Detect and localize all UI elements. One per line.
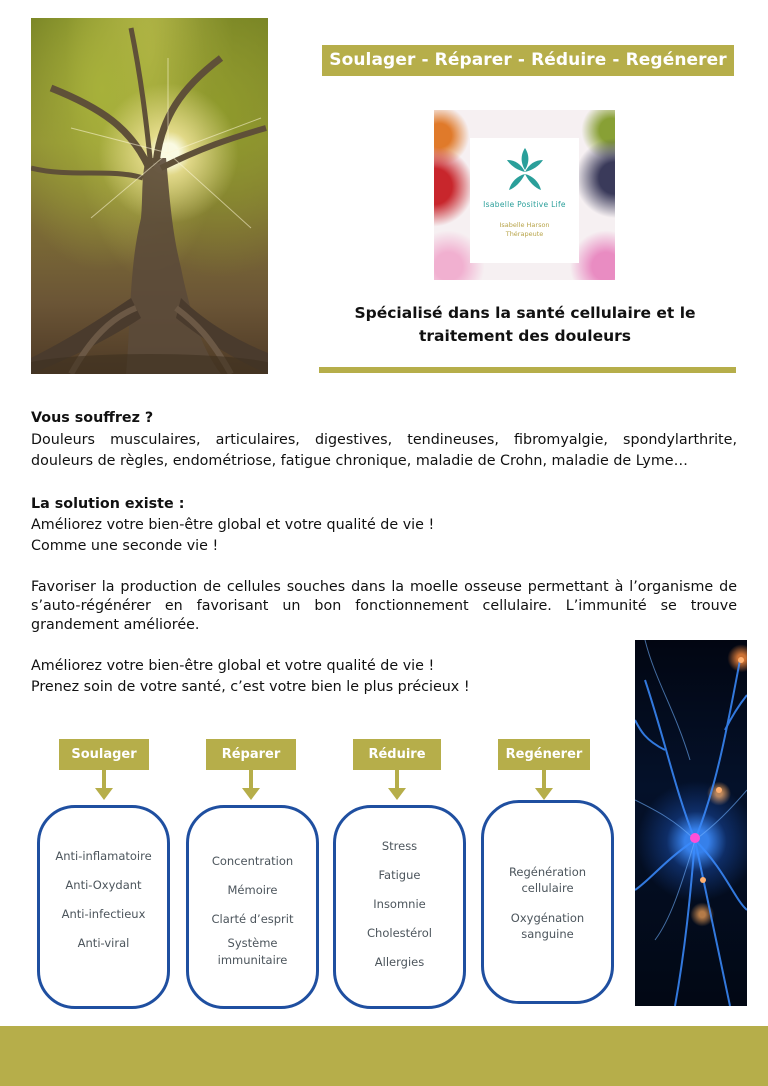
question-title: Vous souffrez ?: [31, 410, 154, 426]
logo-card: [470, 138, 579, 263]
arrow-down-icon: [95, 770, 113, 800]
benefit-item: immunitaire: [217, 953, 288, 967]
category-soulager-label: Soulager: [59, 739, 149, 770]
arrow-down-icon: [242, 770, 260, 800]
benefit-item: Oxygénation: [510, 911, 585, 925]
arrow-down-icon: [535, 770, 553, 800]
benefit-item: Anti-infectieux: [61, 907, 146, 921]
benefit-item: Allergies: [374, 955, 425, 969]
benefit-item: Anti-inflamatoire: [55, 849, 152, 863]
benefit-item: Cholestérol: [367, 926, 432, 940]
solution-title: La solution existe :: [31, 496, 185, 512]
flower-icon: [503, 148, 547, 194]
benefit-item: Anti-Oxydant: [65, 878, 142, 892]
category-soulager-card: [37, 805, 170, 1009]
closing-line-1: Améliorez votre bien-être global et votre qualité de vie !: [31, 658, 435, 674]
benefit-item: Insomnie: [373, 897, 426, 911]
stem-cell-paragraph: Favoriser la production de cellules souches dans la moelle osseuse permettant à l’organisme de s’auto-régénérer en favorisant un bon fonctionnement cellulaire. L’immunité se trouve grandement améliorée.: [31, 579, 737, 633]
category-reparer-card: [186, 805, 319, 1009]
benefit-item: Stress: [381, 839, 418, 853]
footer-band: [0, 1026, 768, 1086]
benefit-item: Regénération: [508, 865, 587, 879]
tagline-line-1: Spécialisé dans la santé cellulaire et le: [354, 304, 696, 322]
category-regenerer-card: [481, 800, 614, 1004]
symptoms-line-1: Douleurs musculaires, articulaires, digestives, tendineuses, fibromyalgie, spondylarthrite,: [31, 432, 737, 448]
benefit-item: Anti-viral: [77, 936, 130, 950]
benefit-item: Fatigue: [378, 868, 421, 882]
category-regenerer-label: Regénerer: [498, 739, 590, 770]
symptoms-line-2: douleurs de règles, endométriose, fatigue chronique, maladie de Crohn, maladie de Lyme…: [31, 453, 688, 469]
arrow-down-icon: [388, 770, 406, 800]
benefit-item: Mémoire: [227, 883, 278, 897]
benefit-item: Clarté d’esprit: [211, 912, 294, 926]
category-reduire-card: [333, 805, 466, 1009]
category-reduire-label: Réduire: [353, 739, 441, 770]
tagline-line-2: traitement des douleurs: [419, 327, 631, 345]
benefit-item: Système: [227, 936, 278, 950]
solution-line-1: Améliorez votre bien-être global et votre qualité de vie !: [31, 517, 435, 533]
neuron-image: [635, 640, 747, 1006]
logo-name: Isabelle Positive Life: [483, 200, 566, 209]
benefit-item: Concentration: [211, 854, 294, 868]
logo-therapist-name: Isabelle Harson: [499, 221, 550, 229]
category-reparer-label: Réparer: [206, 739, 296, 770]
tagline: [330, 302, 720, 348]
benefit-item: cellulaire: [521, 881, 574, 895]
benefit-item: sanguine: [521, 927, 574, 941]
closing-line-2: Prenez soin de votre santé, c’est votre bien le plus précieux !: [31, 679, 470, 695]
solution-line-2: Comme une seconde vie !: [31, 538, 219, 554]
divider: [319, 367, 736, 373]
brand-logo: [434, 110, 615, 280]
headline-banner: Soulager - Réparer - Réduire - Regénerer: [322, 45, 734, 76]
logo-therapist-title: Thérapeute: [505, 230, 544, 238]
tree-photo: [31, 18, 268, 374]
